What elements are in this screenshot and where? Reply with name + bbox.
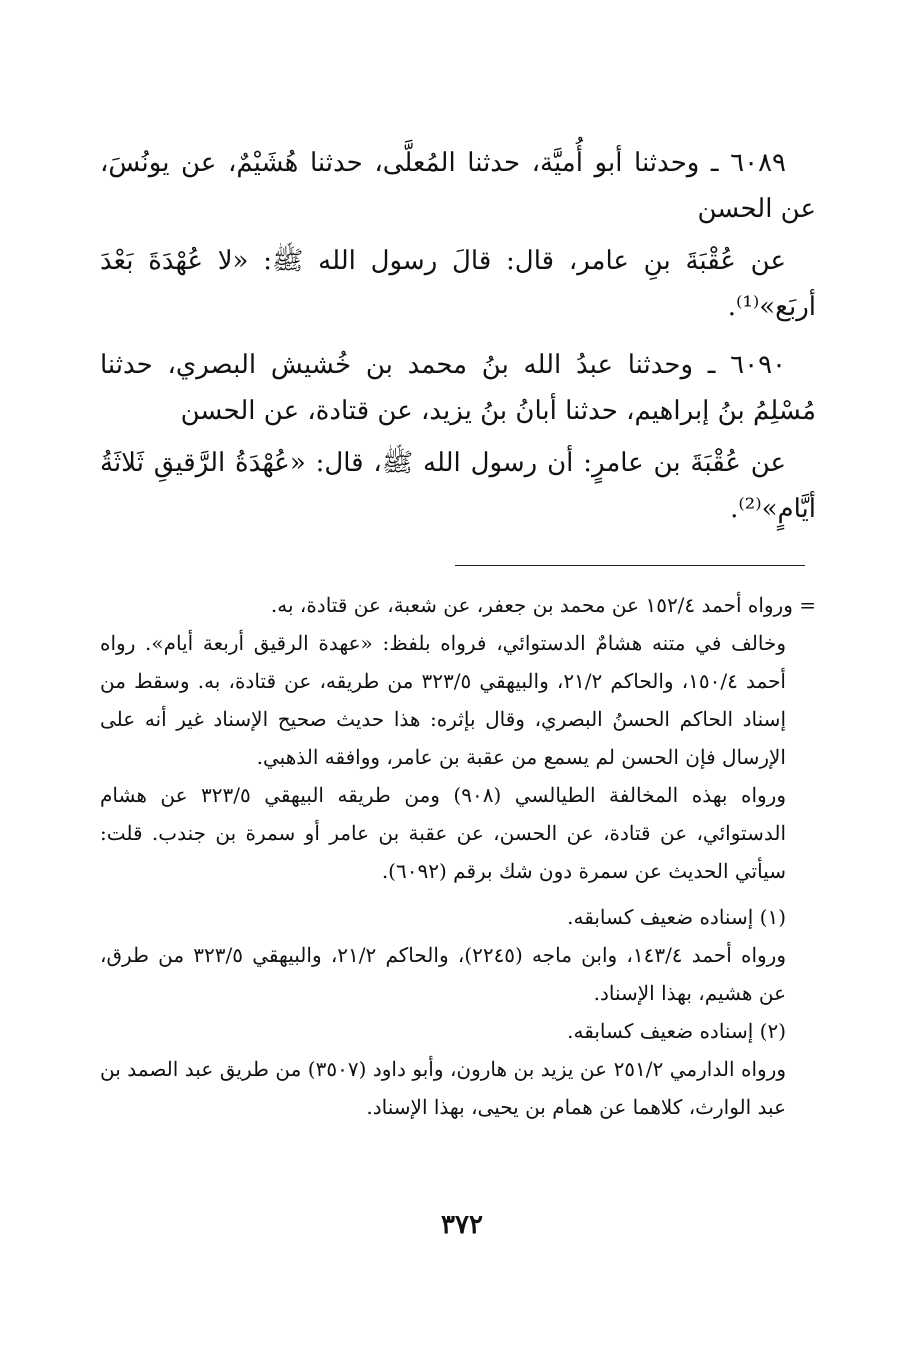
- footnote-1-body: ورواه أحمد ١٤٣/٤، وابن ماجه (٢٢٤٥)، والحاكم ٢١/٢، والبيهقي ٣٢٣/٥ من طرق، عن هشيم، بهذا الإسناد.: [100, 943, 786, 1005]
- footnote-paragraph-2: وخالف في متنه هشامٌ الدستوائي، فرواه بلفظ: «عهدة الرقيق أربعة أيام». رواه أحمد ١٥٠/٤، والحاكم ٢١/٢، والبيهقي ٣٢٣/٥ من طريقه، عن قتادة، به. وسقط من إسناد الحاكم الحسنُ البصري، وقال بإثره: هذا حديث صحيح الإسناد غير أنه على الإرسال فإن الحسن لم يسمع من عقبة بن عامر، ووافقه الذهبي.: [100, 631, 786, 769]
- hadith-6089-chain: ٦٠٨٩ ـ وحدثنا أبو أُميَّة، حدثنا المُعلَّى، حدثنا هُشَيْمٌ، عن يونُسَ، عن الحسن: [100, 148, 816, 224]
- footnote-paragraph-3: ورواه بهذه المخالفة الطيالسي (٩٠٨) ومن طريقه البيهقي ٣٢٣/٥ عن هشام الدستوائي، عن قتادة، عن الحسن، عن عقبة بن عامر أو سمرة بن جندب. قلت: سيأتي الحديث عن سمرة دون شك برقم (٦٠٩٢).: [100, 783, 786, 883]
- main-text: [100, 140, 816, 532]
- footnote-2-body: ورواه الدارمي ٢٥١/٢ عن يزيد بن هارون، وأبو داود (٣٥٠٧) من طريق عبد الصمد بن عبد الوارث، كلاهما عن همام بن يحيى، بهذا الإسناد.: [100, 1057, 786, 1119]
- hadith-6090-text: عن عُقْبَةَ بن عامرٍ: أن رسول الله ﷺ، قال: «عُهْدَةُ الرَّقيقِ ثَلاثَةُ أيَّامٍ»⁽²⁾.: [100, 448, 816, 524]
- footnote-2-heading: (٢) إسناده ضعيف كسابقه.: [567, 1019, 786, 1043]
- hadith-6089-text: عن عُقْبَةَ بنِ عامر، قال: قالَ رسول الله ﷺ: «لا عُهْدَةَ بَعْدَ أربَع»⁽¹⁾.: [100, 246, 816, 322]
- footnote-separator: [455, 565, 805, 566]
- page-number: ٣٧٢: [441, 1210, 483, 1240]
- hadith-6090-chain: ٦٠٩٠ ـ وحدثنا عبدُ الله بنُ محمد بن خُشيش البصري، حدثنا مُسْلِمُ بنُ إبراهيم، حدثنا أبانُ بنُ يزيد، عن قتادة، عن الحسن: [100, 350, 816, 426]
- footnote-continuation: = ورواه أحمد ١٥٢/٤ عن محمد بن جعفر، عن شعبة، عن قتادة، به.: [270, 593, 816, 617]
- footnotes: [100, 586, 816, 1126]
- footnote-1-heading: (١) إسناده ضعيف كسابقه.: [567, 905, 786, 929]
